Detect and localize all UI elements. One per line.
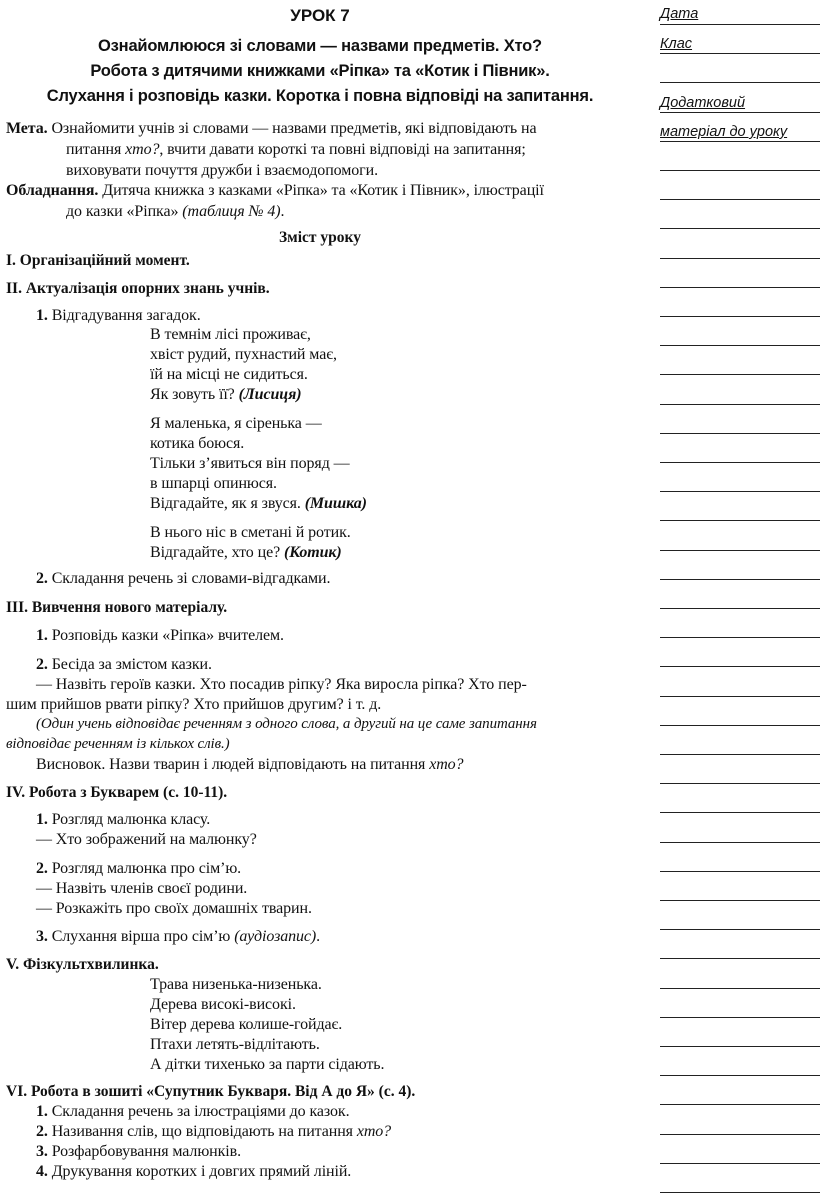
item-italic: (аудіозапис) — [234, 928, 317, 945]
item-text: . — [316, 928, 321, 945]
equipment-line-2 — [66, 203, 284, 221]
margin-writing-line — [660, 462, 820, 463]
item-text: Розфарбовування малюнків. — [47, 1143, 242, 1160]
margin-writing-line — [660, 608, 820, 609]
extra-material-label-1: Додатковий — [660, 95, 746, 111]
section-6-item — [36, 1163, 351, 1181]
margin-writing-line — [660, 1134, 820, 1135]
margin-writing-line — [660, 1163, 820, 1164]
margin-writing-line — [660, 199, 820, 200]
section-4-item-3 — [36, 928, 320, 946]
item-text: Складання речень за ілюстраціями до казок. — [47, 1103, 350, 1120]
item-italic: хто? — [356, 1123, 392, 1140]
date-label: Дата — [660, 6, 699, 22]
section-4-heading: IV. Робота з Букварем (с. 10-11). — [6, 784, 228, 801]
poem-line: А дітки тихенько за парти сідають. — [150, 1056, 385, 1073]
margin-writing-line — [660, 929, 820, 930]
riddle-1-line: хвіст рудий, пухнастий має, — [150, 346, 337, 363]
margin-writing-line — [660, 112, 820, 113]
section-3-heading: III. Вивчення нового матеріалу. — [6, 599, 228, 616]
goal-line-1 — [6, 120, 536, 138]
lesson-subtitle-line-1: Ознайомлююся зі словами — назвами предметів. Хто? — [98, 37, 542, 55]
equipment-label: Обладнання. — [6, 182, 99, 199]
riddle-text: Відгадайте, як я звуся. — [150, 495, 305, 512]
margin-writing-line — [660, 1104, 820, 1105]
conclusion-italic: хто? — [429, 756, 464, 773]
riddle-text: Відгадайте, хто це? — [150, 544, 284, 561]
margin-writing-line — [660, 1192, 820, 1193]
section-3-item-1 — [36, 627, 284, 645]
margin-writing-line — [660, 725, 820, 726]
margin-writing-line — [660, 404, 820, 405]
section-6-item — [36, 1103, 350, 1121]
margin-writing-line — [660, 1046, 820, 1047]
goal-label: Мета. — [6, 120, 48, 137]
equipment-line-1 — [6, 182, 544, 200]
margin-writing-line — [660, 287, 820, 288]
section-2-item-1 — [36, 307, 201, 325]
item-number: 2. — [36, 656, 48, 673]
goal-line-3: виховувати почуття дружби і взаємодопомоги. — [66, 162, 378, 179]
item-text: Називання слів, що відповідають на питання — [47, 1123, 357, 1140]
riddle-answer: (Мишка) — [304, 495, 367, 512]
riddle-2-line: котика боюся. — [150, 435, 245, 452]
riddle-3-last-line — [150, 544, 342, 562]
margin-writing-line — [660, 345, 820, 346]
section-4-item-1-question: — Хто зображений на малюнку? — [36, 831, 257, 848]
item-text: Слухання вірша про сім’ю — [47, 928, 235, 945]
equipment-text: Дитяча книжка з казками «Ріпка» та «Котик і Півник», ілюстрації — [102, 182, 544, 199]
margin-writing-line — [660, 958, 820, 959]
goal-line-2 — [66, 141, 526, 159]
poem-line: Дерева високі-високі. — [150, 996, 296, 1013]
equipment-text: . — [280, 203, 285, 220]
goal-italic: хто? — [125, 141, 160, 158]
goal-text: Ознайомити учнів зі словами — назвами предметів, які відповідають на — [51, 120, 537, 137]
riddle-2-line: в шпарці опинюся. — [150, 475, 277, 492]
margin-writing-line — [660, 258, 820, 259]
margin-writing-line — [660, 53, 820, 54]
section-4-item-2-question-2: — Розкажіть про своїх домашніх тварин. — [36, 900, 312, 917]
riddle-answer: (Лисиця) — [238, 386, 302, 403]
item-number: 2. — [36, 860, 48, 877]
riddle-3-line: В нього ніс в сметані й ротик. — [150, 524, 351, 541]
margin-writing-line — [660, 754, 820, 755]
margin-notes-column — [660, 0, 820, 1200]
item-number: 1. — [36, 307, 48, 324]
margin-writing-line — [660, 579, 820, 580]
margin-writing-line — [660, 228, 820, 229]
riddle-1-line: їй на місці не сидиться. — [150, 366, 308, 383]
goal-text: , вчити давати короткі та повні відповіді на запитання; — [159, 141, 526, 158]
riddle-2-line: Я маленька, я сіренька — — [150, 415, 322, 432]
section-2-heading: II. Актуалізація опорних знань учнів. — [6, 280, 270, 297]
equipment-italic: (таблиця № 4) — [182, 203, 281, 220]
margin-writing-line — [660, 696, 820, 697]
section-1-heading: I. Організаційний момент. — [6, 252, 190, 269]
item-number: 3. — [36, 1143, 48, 1160]
section-6-heading: VI. Робота в зошиті «Супутник Букваря. Від А до Я» (с. 4). — [6, 1083, 416, 1100]
item-number: 1. — [36, 1103, 48, 1120]
margin-writing-line — [660, 520, 820, 521]
item-text: Бесіда за змістом казки. — [47, 656, 212, 673]
margin-writing-line — [660, 433, 820, 434]
section-5-heading: V. Фізкультхвилинка. — [6, 956, 159, 973]
item-text: Друкування коротких і довгих прямий ліній. — [47, 1163, 352, 1180]
margin-writing-line — [660, 812, 820, 813]
poem-line: Вітер дерева колише-гойдає. — [150, 1016, 343, 1033]
section-6-item — [36, 1123, 391, 1141]
margin-writing-line — [660, 637, 820, 638]
margin-writing-line — [660, 374, 820, 375]
section-4-item-2 — [36, 860, 241, 878]
section-3-note-line-1: (Один учень відповідає реченням з одного слова, а другий на це саме запитання — [36, 716, 537, 732]
margin-writing-line — [660, 316, 820, 317]
item-text: Розгляд малюнка про сім’ю. — [47, 860, 242, 877]
section-6-item — [36, 1143, 241, 1161]
section-2-item-2 — [36, 570, 330, 588]
item-text: Складання речень зі словами-відгадками. — [47, 570, 331, 587]
riddle-1-line: В темнім лісі проживає, — [150, 326, 311, 343]
item-text: Розповідь казки «Ріпка» вчителем. — [47, 627, 284, 644]
margin-writing-line — [660, 783, 820, 784]
item-number: 2. — [36, 570, 48, 587]
item-number: 2. — [36, 1123, 48, 1140]
riddle-answer: (Котик) — [283, 544, 342, 561]
content-heading: Зміст уроку — [279, 229, 361, 246]
riddle-2-line: Тільки з’явиться він поряд — — [150, 455, 350, 472]
item-text: Розгляд малюнка класу. — [47, 811, 211, 828]
conclusion-text: Висновок. Назви тварин і людей відповідають на питання — [36, 756, 430, 773]
section-3-question-line-2: шим прийшов рвати ріпку? Хто прийшов другим? і т. д. — [6, 696, 382, 713]
section-3-note-line-2: відповідає реченням із кількох слів.) — [6, 736, 230, 752]
margin-writing-line — [660, 491, 820, 492]
riddle-1-last-line — [150, 386, 301, 404]
margin-writing-line — [660, 1017, 820, 1018]
item-number: 1. — [36, 627, 48, 644]
item-number: 3. — [36, 928, 48, 945]
margin-writing-line — [660, 141, 820, 142]
riddle-2-last-line — [150, 495, 367, 513]
margin-writing-line — [660, 1075, 820, 1076]
margin-writing-line — [660, 900, 820, 901]
poem-line: Трава низенька-низенька. — [150, 976, 322, 993]
section-3-question-line-1: — Назвіть героїв казки. Хто посадив ріпку? Яка виросла ріпка? Хто пер- — [36, 676, 527, 693]
margin-writing-line — [660, 550, 820, 551]
lesson-title: УРОК 7 — [290, 6, 350, 25]
poem-line: Птахи летять-відлітають. — [150, 1036, 320, 1053]
lesson-subtitle-line-2: Робота з дитячими книжками «Ріпка» та «Котик і Півник». — [90, 62, 550, 80]
class-label: Клас — [660, 36, 693, 52]
lesson-subtitle-line-3: Слухання і розповідь казки. Коротка і повна відповіді на запитання. — [46, 87, 594, 105]
item-text: Відгадування загадок. — [47, 307, 201, 324]
item-number: 4. — [36, 1163, 48, 1180]
margin-writing-line — [660, 170, 820, 171]
margin-writing-line — [660, 666, 820, 667]
item-number: 1. — [36, 811, 48, 828]
goal-text: питання — [66, 141, 126, 158]
section-4-item-1 — [36, 811, 210, 829]
margin-writing-line — [660, 871, 820, 872]
extra-material-label-2: матеріал до уроку — [660, 124, 788, 140]
section-4-item-2-question-1: — Назвіть членів своєї родини. — [36, 880, 248, 897]
equipment-text: до казки «Ріпка» — [66, 203, 183, 220]
section-3-item-2 — [36, 656, 212, 674]
margin-writing-line — [660, 82, 820, 83]
margin-writing-line — [660, 24, 820, 25]
riddle-text: Як зовуть її? — [150, 386, 239, 403]
section-3-conclusion — [36, 756, 463, 774]
margin-writing-line — [660, 842, 820, 843]
margin-writing-line — [660, 988, 820, 989]
